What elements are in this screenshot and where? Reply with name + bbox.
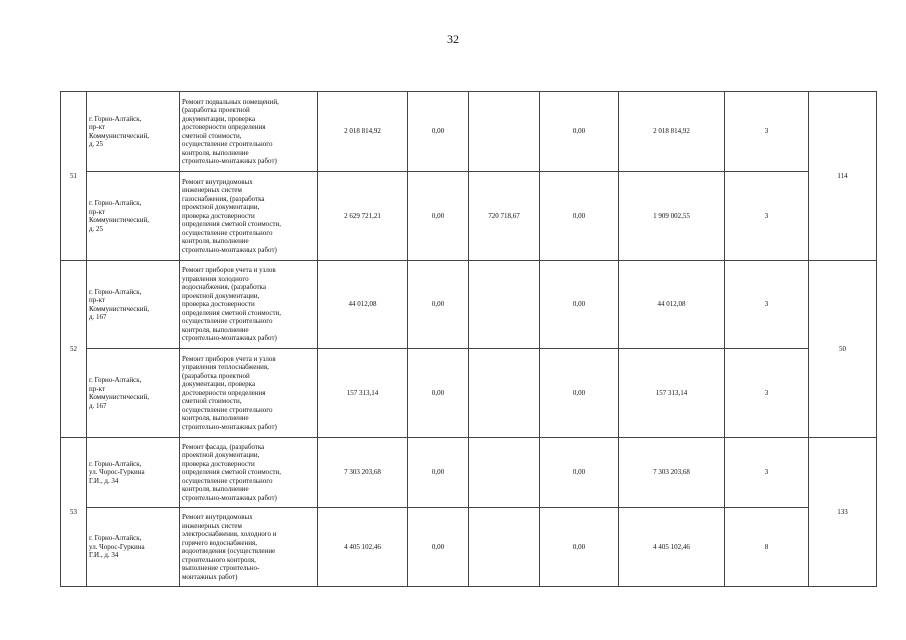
cell-line: Ремонт подвальных помещений, [182,97,279,106]
cell-line: управления холодного [182,274,249,283]
cell-line: г. Горно-Алтайск, [89,534,142,543]
cell-line: контроля, выполнение [182,485,249,494]
value-cell [469,261,540,349]
value-cell: 8 [725,508,809,587]
cell-line: (разработка проектной [182,371,250,380]
row-group-number: 52 [61,261,87,438]
cell-line: г. Горно-Алтайск, [89,376,142,384]
value-cell: 3 [725,92,809,172]
cell-line: проверка достоверности [182,300,255,309]
work-description-cell [180,172,318,261]
value-cell [469,438,540,508]
cell-line: проверка достоверности [182,459,255,468]
value-cell: 4 405 102,46 [318,508,408,587]
value-cell [469,92,540,172]
cell-line: документации, проверка [182,380,256,389]
cell-line: контроля, выполнение [182,237,249,246]
value-cell: 3 [725,261,809,349]
value-cell: 3 [725,349,809,438]
cell-line: г. Горно-Алтайск, [89,114,142,123]
cell-line: г. Горно-Алтайск, [89,199,142,207]
cell-line: контроля, выполнение [182,325,249,334]
address-cell [87,172,180,261]
cell-line: ул. Чорос-Гуркина [89,542,145,551]
cell-line: достоверности определения [182,123,266,131]
cell-line: д. 25 [89,140,104,148]
cell-line: Ремонт приборов учета и узлов [182,266,276,275]
work-description-cell [180,438,318,508]
works-table [60,91,877,587]
cell-line: пр-кт [89,384,105,393]
cell-line: сметной стоимости, [182,131,242,140]
cell-line: Ремонт фасада, (разработка [182,442,265,451]
value-cell: 44 012,08 [619,261,725,349]
cell-line: строительно-монтажных работ) [182,422,277,431]
value-cell: 0,00 [540,349,619,438]
work-description-cell [180,349,318,438]
value-cell: 0,00 [408,261,469,349]
cell-line: контроля, выполнение [182,414,249,423]
cell-line: пр-кт [89,207,105,216]
cell-line: г. Горно-Алтайск, [89,287,142,296]
value-cell: 0,00 [540,261,619,349]
group-total-cell: 114 [809,92,877,261]
value-cell: 2 018 814,92 [318,92,408,172]
row-group-number: 53 [61,438,87,587]
cell-line: определения сметной стоимости, [182,308,282,317]
value-cell: 4 405 102,46 [619,508,725,587]
cell-line: Ремонт приборов учета и узлов [182,354,276,363]
cell-line: электроснабжения, холодного и [182,530,277,538]
work-description-cell [180,261,318,349]
cell-line: достоверности определения [182,388,266,397]
address-cell [87,349,180,438]
value-cell: 157 313,14 [619,349,725,438]
cell-line: проектной документации, [182,451,260,460]
cell-line: газоснабжения, (разработка [182,194,265,203]
cell-line: проверка достоверности [182,211,255,220]
value-cell [469,349,540,438]
cell-line: Коммунистический, [89,131,150,140]
cell-line: строительно-монтажных работ) [182,334,277,343]
cell-line: инженерных систем [182,521,242,530]
row-group-number: 51 [61,92,87,261]
cell-line: управления теплоснабжения, [182,363,269,372]
cell-line: контроля, выполнение [182,148,249,157]
cell-line: определения сметной стоимости, [182,220,282,229]
table-body [61,92,877,587]
value-cell: 44 012,08 [318,261,408,349]
address-cell [87,261,180,349]
cell-line: строительно-монтажных работ) [182,157,277,165]
table-row [61,508,877,587]
value-cell: 2 018 814,92 [619,92,725,172]
cell-line: сметной стоимости, [182,397,242,406]
value-cell: 0,00 [540,438,619,508]
table-row [61,438,877,508]
page-number: 32 [447,32,459,46]
group-total-cell: 50 [809,261,877,438]
cell-line: осуществление строительного [182,140,273,148]
value-cell: 0,00 [408,92,469,172]
value-cell: 2 629 721,21 [318,172,408,261]
address-cell [87,508,180,587]
table-row [61,172,877,261]
address-cell [87,92,180,172]
cell-line: проектной документации, [182,291,260,300]
cell-line: строительно-монтажных работ) [182,493,277,502]
cell-line: документации, проверка [182,114,256,123]
value-cell: 0,00 [540,92,619,172]
table-row [61,92,877,172]
cell-line: монтажных работ) [182,572,238,581]
value-cell: 3 [725,172,809,261]
value-cell: 0,00 [408,349,469,438]
value-cell: 7 303 203,68 [619,438,725,508]
group-total-cell: 133 [809,438,877,587]
cell-line: пр-кт [89,123,105,131]
cell-line: осуществление строительного [182,476,273,485]
cell-line: выполнение строительно- [182,564,260,572]
cell-line: (разработка проектной [182,106,250,114]
value-cell: 0,00 [408,508,469,587]
cell-line: строительного контроля, [182,555,256,564]
cell-line: водоотведения (осуществление [182,547,276,555]
cell-line: г. Горно-Алтайск, [89,459,142,468]
cell-line: горячего водоснабжения, [182,538,257,547]
work-description-cell [180,92,318,172]
table-row [61,261,877,349]
cell-line: Коммунистический, [89,216,150,224]
cell-line: осуществление строительного [182,405,273,414]
cell-line: Коммунистический, [89,393,150,401]
cell-line: Ремонт внутридомовых [182,177,253,186]
table-row [61,349,877,438]
value-cell: 1 909 002,55 [619,172,725,261]
value-cell: 157 313,14 [318,349,408,438]
cell-line: проектной документации, [182,203,260,212]
value-cell: 3 [725,438,809,508]
value-cell: 0,00 [540,508,619,587]
cell-line: водоснабжения, (разработка [182,283,266,292]
cell-line: д. 25 [89,224,104,233]
cell-line: пр-кт [89,296,105,304]
cell-line: осуществление строительного [182,317,273,326]
value-cell: 0,00 [408,172,469,261]
cell-line: д. 167 [89,401,107,410]
value-cell: 7 303 203,68 [318,438,408,508]
cell-line: ул. Чорос-Гуркина [89,468,145,477]
cell-line: определения сметной стоимости, [182,468,282,477]
cell-line: осуществление строительного [182,228,273,237]
cell-line: Г.И., д. 34 [89,476,119,485]
cell-line: д. 167 [89,313,107,321]
value-cell: 720 718,67 [469,172,540,261]
cell-line: строительно-монтажных работ) [182,245,277,254]
cell-line: Ремонт внутридомовых [182,513,253,521]
value-cell [469,508,540,587]
cell-line: инженерных систем [182,186,242,195]
value-cell: 0,00 [408,438,469,508]
value-cell: 0,00 [540,172,619,261]
cell-line: Г.И., д. 34 [89,551,119,560]
address-cell [87,438,180,508]
cell-line: Коммунистический, [89,304,150,313]
work-description-cell [180,508,318,587]
